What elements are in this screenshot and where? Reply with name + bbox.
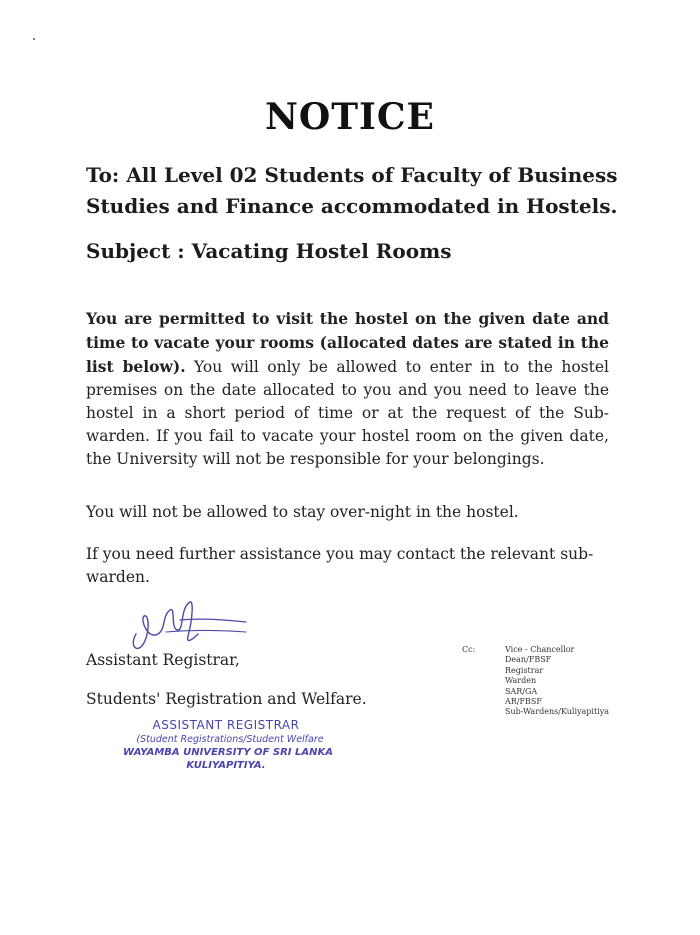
cc-recipient: Registrar xyxy=(505,665,544,675)
cc-recipient: Dean/FBSF xyxy=(505,655,552,665)
body-paragraph-1-bold: You are permitted to visit the hostel on the given date and time to vacate your rooms (allocated dates are stated in the list below). xyxy=(86,309,609,376)
cc-recipient: Sub-Wardens/Kuliyapitiya xyxy=(505,707,610,717)
signatory-title: Assistant Registrar, xyxy=(86,651,240,669)
cc-recipient: Warden xyxy=(505,676,537,686)
scan-speck xyxy=(33,38,35,40)
body-paragraph-1 xyxy=(86,307,609,471)
official-stamp xyxy=(96,718,356,773)
handwritten-signature xyxy=(118,596,253,658)
cc-recipient-list xyxy=(505,645,609,718)
body-paragraph-3: If you need further assistance you may contact the relevant sub-warden. xyxy=(86,545,594,586)
signatory-department: Students' Registration and Welfare. xyxy=(86,690,367,708)
subject-line: Subject : Vacating Hostel Rooms xyxy=(86,239,452,263)
stamp-line-4: KULIYAPITIYA. xyxy=(186,760,266,771)
stamp-line-2: (Student Registrations/Student Welfare xyxy=(136,734,324,745)
cc-recipient: SAR/GA xyxy=(505,686,538,696)
body-paragraph-2: You will not be allowed to stay over-night in the hostel. xyxy=(86,503,519,521)
cc-label: Cc: xyxy=(462,645,476,654)
addressee-line: To: All Level 02 Students of Faculty of Business Studies and Finance accommodated in Hostels. xyxy=(86,163,618,218)
stamp-line-1: ASSISTANT REGISTRAR xyxy=(152,718,300,732)
notice-title: NOTICE xyxy=(265,96,435,138)
stamp-line-3: WAYAMBA UNIVERSITY OF SRI LANKA xyxy=(123,747,333,758)
cc-recipient: Vice - Chancellor xyxy=(505,645,575,654)
cc-recipient: AR/FBSF xyxy=(505,697,542,707)
body-paragraph-1-rest: You will only be allowed to enter in to the hostel premises on the date allocated to you and you need to leave the hostel in a short period of time or at the request of the Sub-warden. If you fail to vacate your hostel room on the given date, the University will not be responsible for your belongings. xyxy=(86,358,609,468)
